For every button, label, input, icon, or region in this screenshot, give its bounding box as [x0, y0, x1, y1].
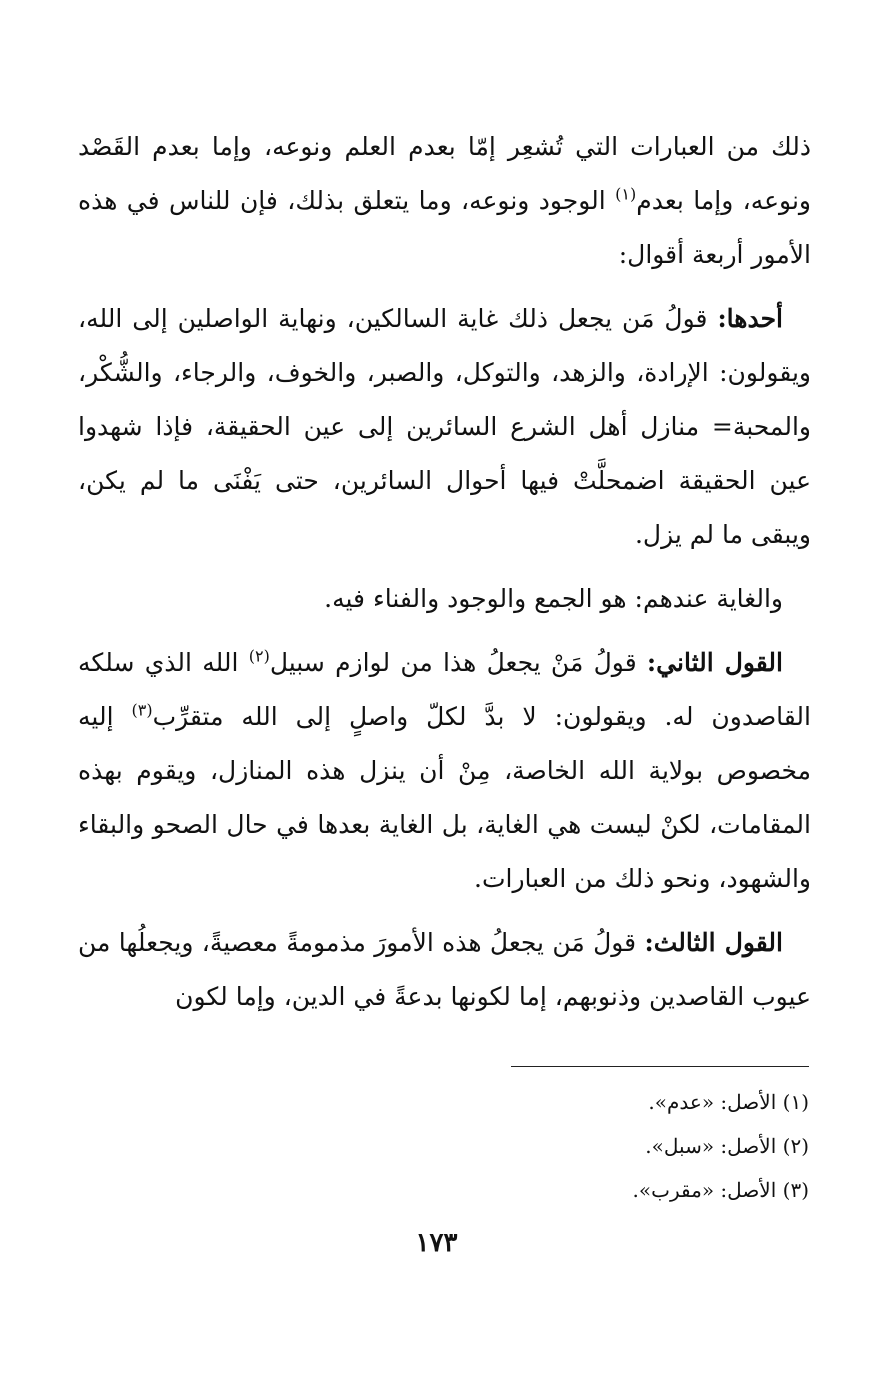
paragraph-4-text-b: الله الذي سلكه القاصدون له. ويقولون: لا بدَّ لكلّ واصلٍ إلى الله متقرِّب: [78, 648, 811, 731]
footnote-ref-3[interactable]: (٣): [131, 700, 153, 720]
page-number: ١٧٣: [415, 1228, 458, 1258]
footnote-number: (٣): [782, 1178, 809, 1202]
footnote-text: الأصل: «سبل».: [645, 1134, 777, 1158]
paragraph-1: [78, 120, 811, 282]
paragraph-5-text: قولُ مَن يجعلُ هذه الأمورَ مذمومةً معصيةً، ويجعلُها من عيوب القاصدين وذنوبهم، إما لكونها بدعةً في الدين، وإما لكون: [78, 928, 811, 1011]
paragraph-2-text: قولُ مَن يجعل ذلك غاية السالكين، ونهاية الواصلين إلى الله، ويقولون: الإرادة، والزهد، والتوكل، والصبر، والخوف، والرجاء، والشُّكْر، والمحبة= منازل أهل الشرع السائرين إلى عين الحقيقة، فإذا شهدوا عين الحقيقة اضمحلَّتْ فيها أحوال السائرين، حتى يَفْنَى ما لم يكن، ويبقى ما لم يزل.: [78, 304, 811, 549]
footnote-divider: [511, 1066, 809, 1067]
footnotes: [120, 1080, 809, 1212]
footnote-number: (١): [782, 1090, 809, 1114]
footnote-text: الأصل: «مقرب».: [632, 1178, 777, 1202]
footnote-ref-1[interactable]: (١): [615, 184, 637, 204]
paragraph-4-lead: القول الثاني:: [646, 648, 783, 677]
paragraph-3-text: والغاية عندهم: هو الجمع والوجود والفناء فيه.: [324, 584, 783, 613]
paragraph-1-text: ذلك من العبارات التي تُشعِر إمّا بعدم العلم ونوعه، وإما بعدم القَصْد ونوعه، وإما بعدم: [78, 132, 811, 215]
footnote-text: الأصل: «عدم».: [648, 1090, 777, 1114]
footnote-2: [120, 1124, 809, 1168]
paragraph-2-lead: أحدها:: [717, 304, 783, 333]
paragraph-2: [78, 292, 811, 562]
paragraph-1-tail: الوجود ونوعه، وما يتعلق بذلك، فإن للناس في هذه الأمور أربعة أقوال:: [78, 186, 811, 269]
footnote-ref-2[interactable]: (٢): [248, 646, 270, 666]
footnote-number: (٢): [782, 1134, 809, 1158]
paragraph-4-text-a: قولُ مَنْ يجعلُ هذا من لوازم سبيل: [269, 648, 647, 677]
main-text: [78, 120, 811, 1034]
paragraph-5: [78, 916, 811, 1024]
paragraph-3: [78, 572, 811, 626]
paragraph-4-text-c: إليه مخصوص بولاية الله الخاصة، مِنْ أن ينزل هذه المنازل، ويقوم بهذه المقامات، لكنْ ليست هي الغاية، بل الغاية بعدها في حال الصحو والبقاء والشهود، ونحو ذلك من العبارات.: [78, 702, 811, 893]
footnote-3: [120, 1168, 809, 1212]
footnote-1: [120, 1080, 809, 1124]
paragraph-4: [78, 636, 811, 906]
paragraph-5-lead: القول الثالث:: [644, 928, 783, 957]
